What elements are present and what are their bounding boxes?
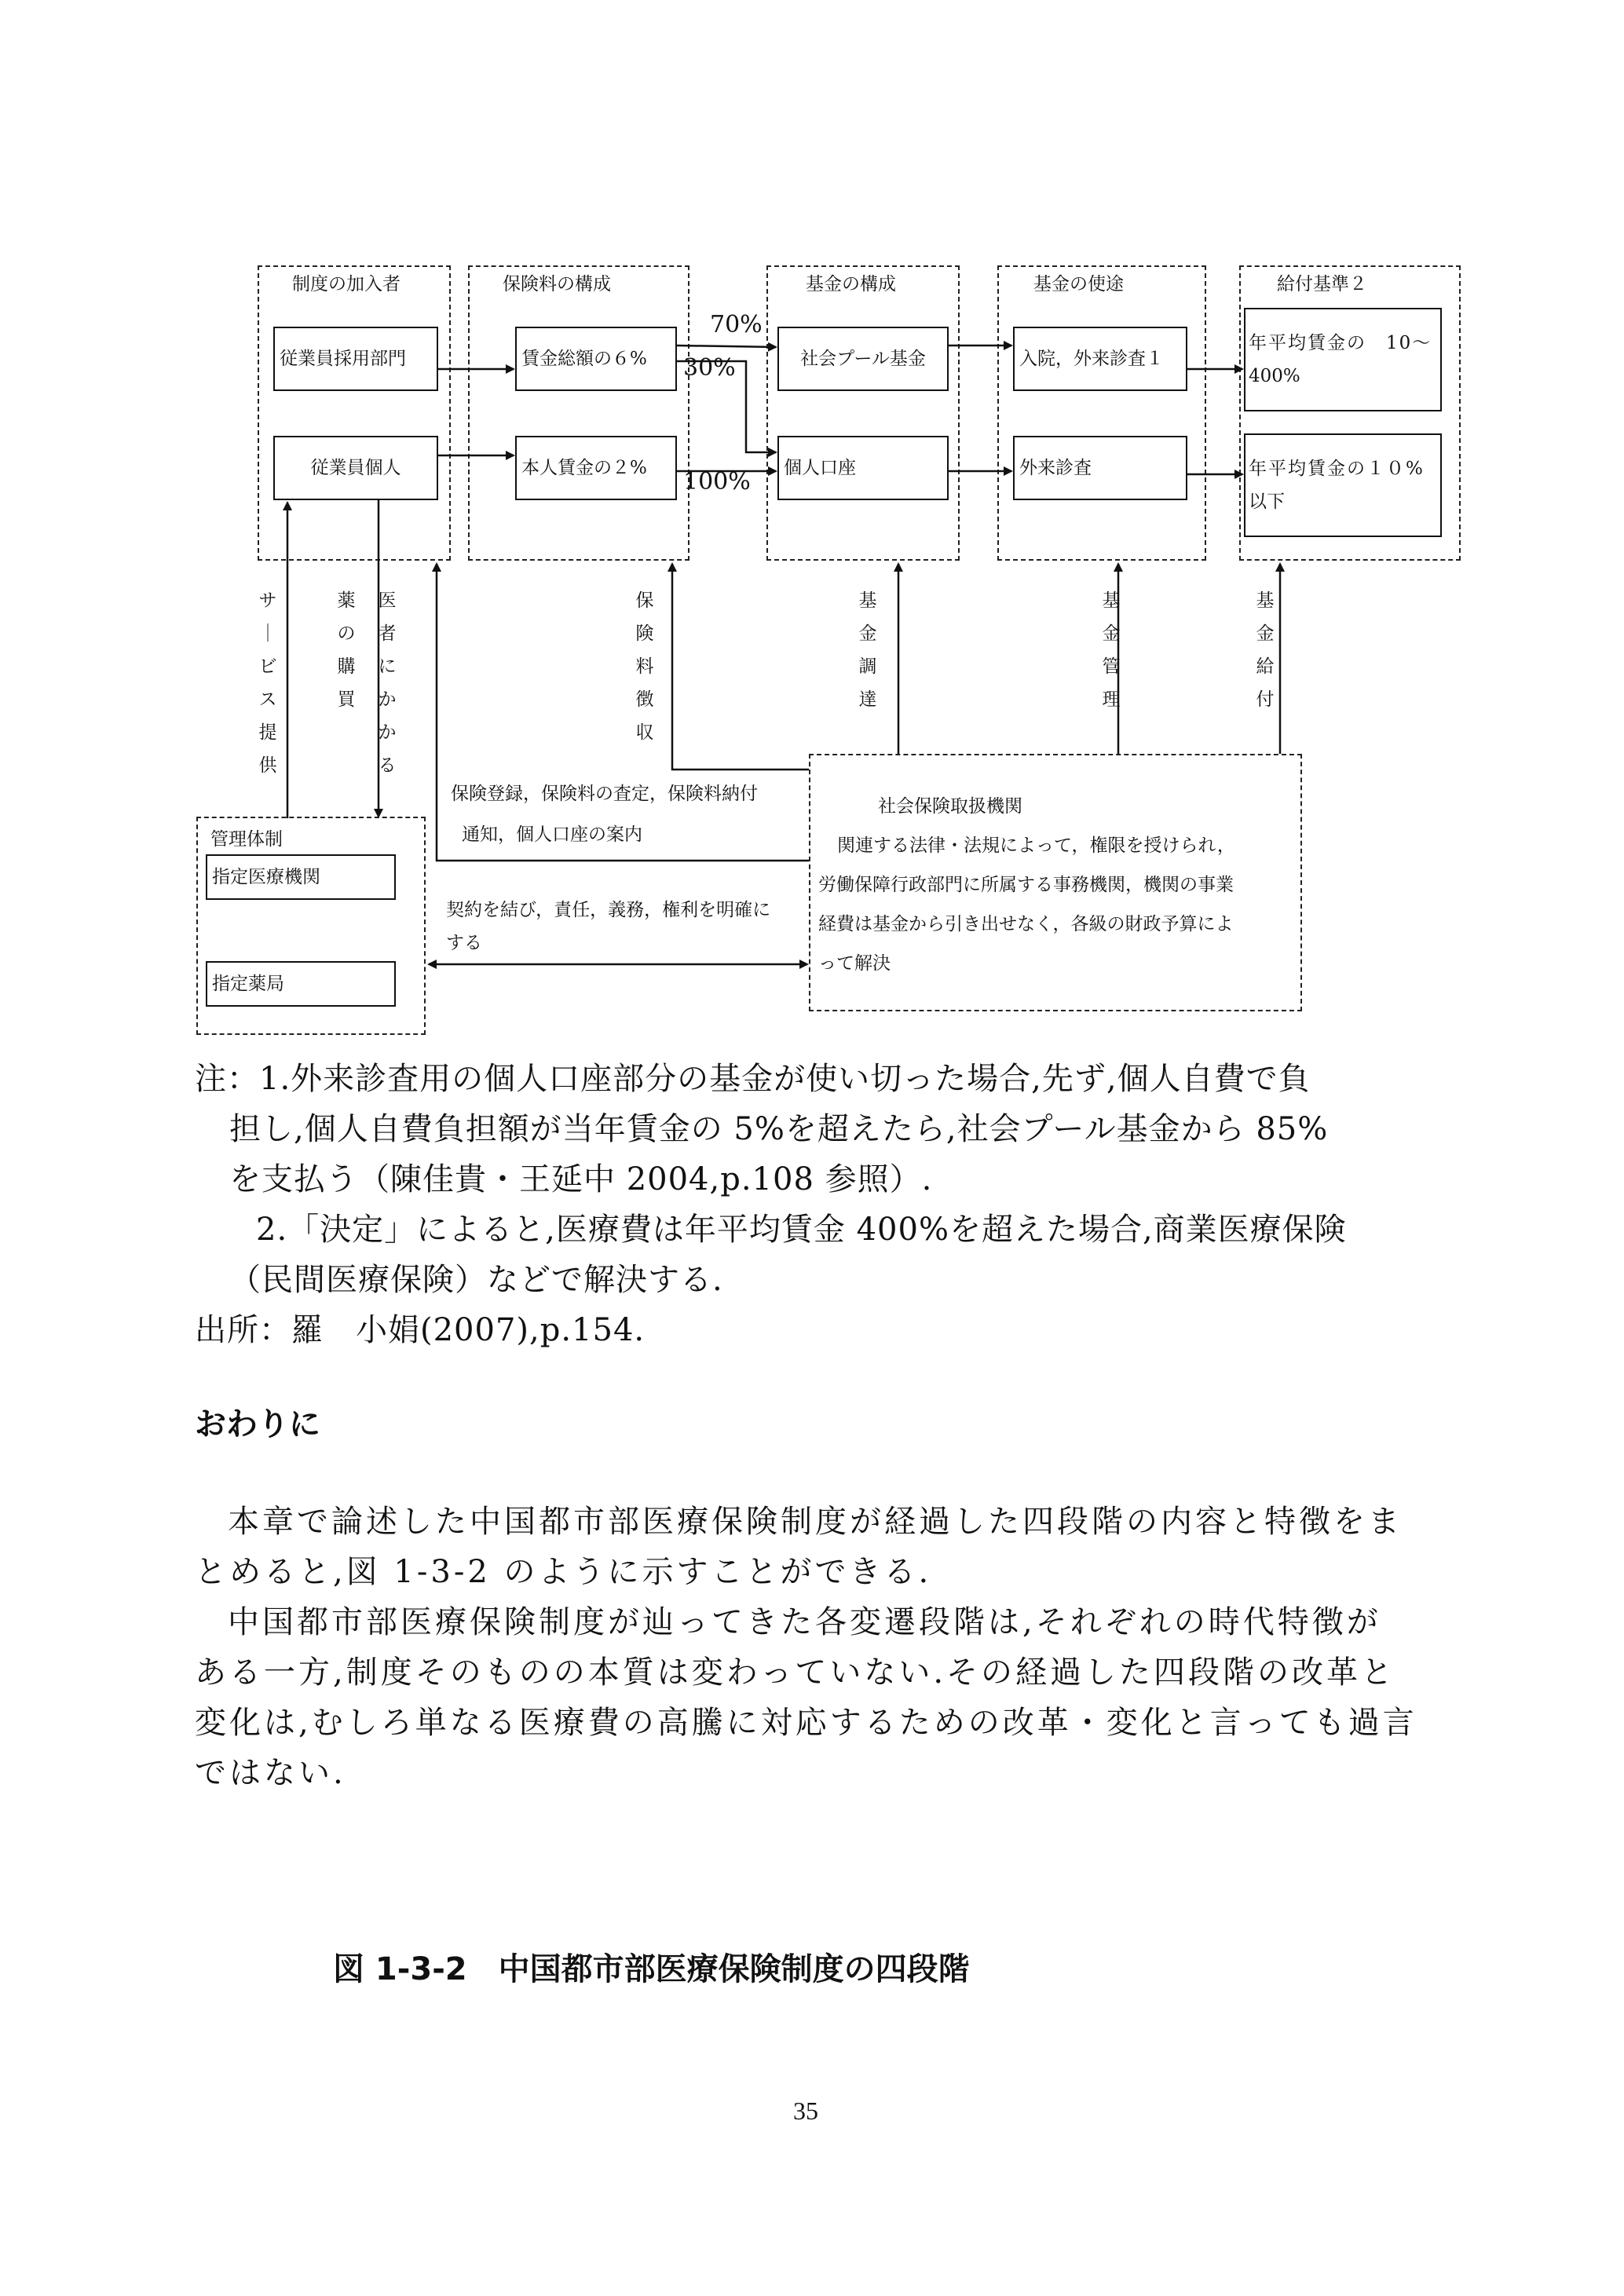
pct-30: 30% [683,354,736,382]
source-line: 出所：羅 小娟(2007),p.154. [195,1312,646,1348]
note-1-line1: 注：1.外来診査用の個人口座部分の基金が使い切った場合,先ず,個人自費で負 [195,1061,1311,1097]
benefit-low-line1: 年平均賃金の１０% [1249,459,1425,479]
arrow-wage-pool [677,345,776,347]
note-1-line2: 担し,個人自費負担額が当年賃金の 5%を超えたら,社会プール基金から 85% [229,1111,1329,1147]
section-title-participants: 制度の加入者 [292,274,401,294]
para1-line2: とめると,図 1-3-2 のように示すことができる. [195,1554,932,1590]
vlabel-doctor: 医 者 に か か る [378,590,397,776]
page-number: 35 [793,2097,818,2125]
notice-line2: 通知，個人口座の案内 [462,824,642,845]
para1-line1: 本章で論述した中国都市部医療保険制度が経過した四段階の内容と特徴をま [228,1504,1403,1540]
agency-line3: 経費は基金から引き出せなく，各級の財政予算によ [818,914,1234,934]
para2-line1: 中国都市部医療保険制度が辿ってきた各変遷段階は,それぞれの時代特徴が [228,1604,1381,1640]
section-title-usage: 基金の使途 [1033,274,1124,294]
agency-line2: 労働保障行政部門に所属する事務機関，機関の事業 [818,875,1234,895]
benefit-high-line2: 400% [1249,366,1300,386]
note-2-line2: （民間医療保険）などで解決する. [229,1262,723,1298]
vlabel-pay: 基 金 給 付 [1256,590,1275,710]
vlabel-drug: 薬 の 購 買 [337,590,356,710]
contract-line2: する [446,933,482,953]
figure-caption: 図 1-3-2 中国都市部医療保険制度の四段階 [333,1951,970,1987]
diagram-arrows [0,0,1624,1099]
vlabel-raise: 基 金 調 達 [858,590,877,710]
employee-box: 従業員個人 [273,436,438,500]
pool-fund-box: 社会プール基金 [777,327,949,391]
arrow-wage-personal [677,361,776,452]
contract-line1: 契約を結び，責任，義務，権利を明確に [446,900,771,920]
benefit-high-line1: 年平均賃金の 10～ [1249,333,1432,353]
pct-100: 100% [683,468,751,495]
designated-hospital-box: 指定医療機関 [206,854,396,900]
section-title-benefit: 給付基準２ [1277,274,1367,294]
employer-box: 従業員採用部門 [273,327,438,391]
pct-70: 70% [710,311,763,338]
benefit-low-line2: 以下 [1249,492,1285,512]
note-1-line3: を支払う（陳佳貴・王延中 2004,p.108 参照）. [229,1161,933,1197]
agency-line4: って解決 [818,953,891,974]
own-wage-box: 本人賃金の２% [515,436,677,500]
designated-pharmacy-box: 指定薬局 [206,961,396,1007]
notice-line1: 保険登録，保険料の査定，保険料納付 [451,784,758,804]
section-title-premium: 保険料の構成 [503,274,611,294]
arrow-collect [672,564,809,770]
vlabel-manage: 基 金 管 理 [1102,590,1121,710]
agency-title: 社会保険取扱機関 [878,796,1022,817]
personal-account-box: 個人口座 [777,436,949,500]
agency-line1: 関連する法律・法規によって，権限を授けられ， [837,835,1235,856]
note-2-line1: 2.「決定」によると,医療費は年平均賃金 400%を超えた場合,商業医療保険 [256,1212,1347,1248]
section-heading: おわりに [195,1406,320,1442]
vlabel-service: サ ｜ ビ ス 提 供 [258,590,277,776]
para2-line3: 変化は,むしろ単なる医療費の高騰に対応するための改革・変化と言っても過言 [195,1705,1417,1741]
outpatient-box: 外来診査 [1013,436,1187,500]
para2-line4: ではない. [195,1755,346,1791]
wage-total-box: 賃金総額の６% [515,327,677,391]
management-title: 管理体制 [210,829,283,850]
inpatient-box: 入院，外来診査１ [1013,327,1187,391]
section-title-fund: 基金の構成 [806,274,896,294]
vlabel-collect: 保 険 料 徴 収 [635,590,654,743]
arrow-notice [437,564,809,861]
para2-line2: ある一方,制度そのものの本質は変わっていない.その経過した四段階の改革と [195,1654,1396,1691]
